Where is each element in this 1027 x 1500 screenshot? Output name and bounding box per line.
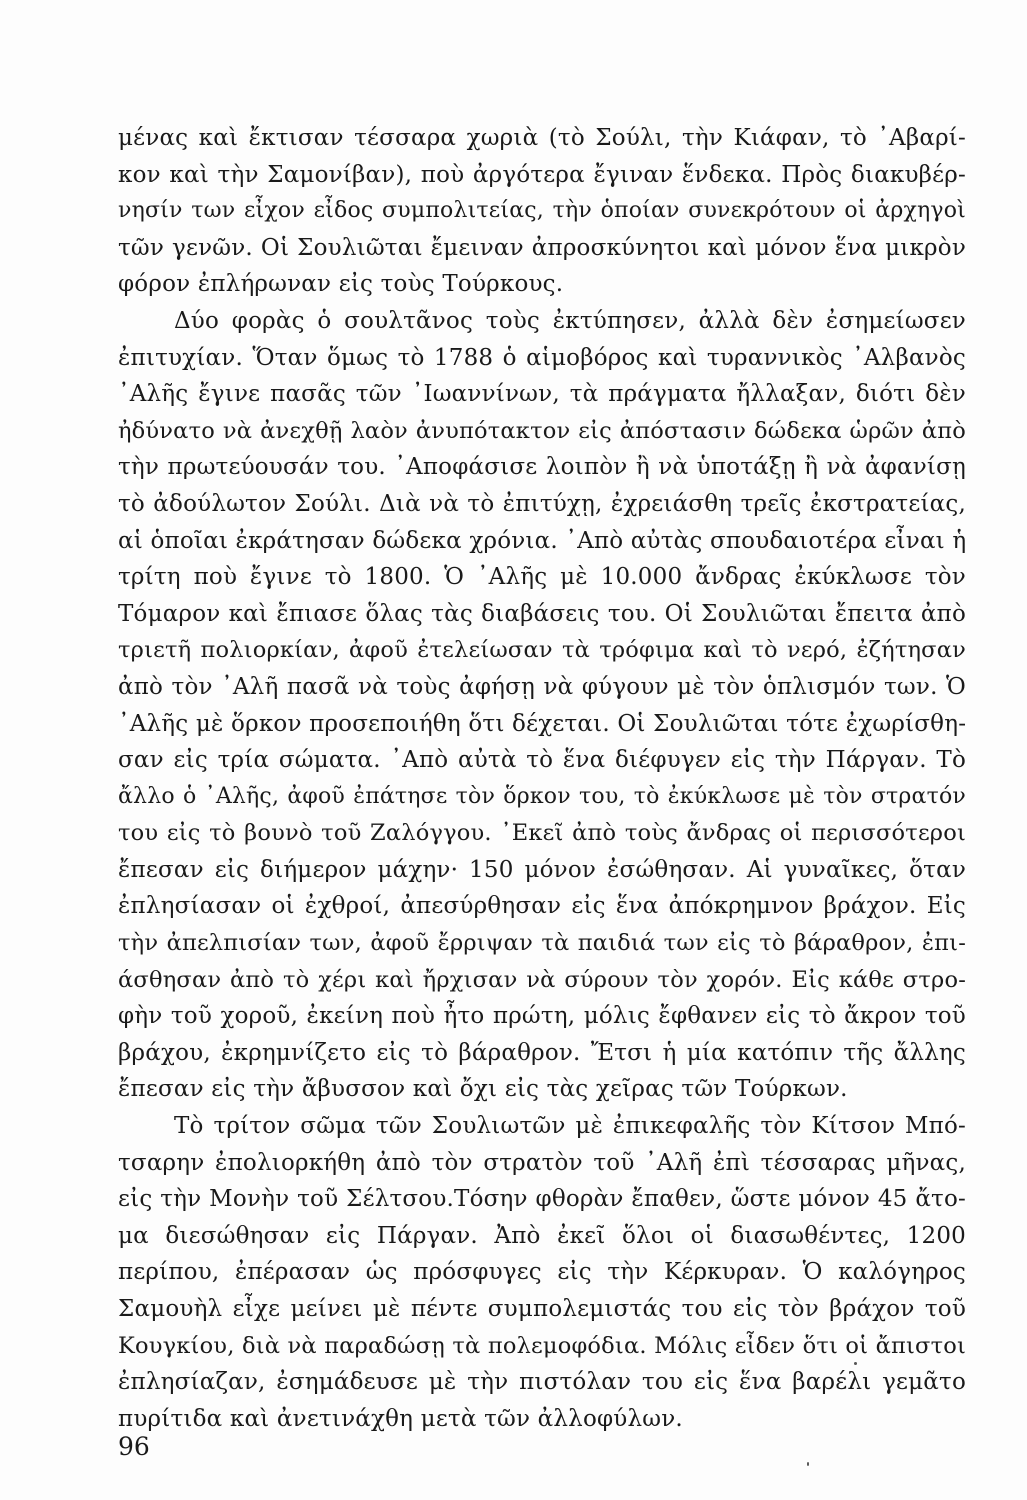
print-speck bbox=[807, 1462, 809, 1466]
text-line: του εἰς τὸ βουνὸ τοῦ Ζαλόγγου. ᾿Εκεῖ ἀπὸ τοὺς ἄνδρας οἱ περισσότεροι bbox=[118, 820, 966, 847]
text-line: Τόμαρον καὶ ἔπιασε ὅλας τὰς διαβάσεις του. Οἱ Σουλιῶται ἔπειτα ἀπὸ bbox=[118, 600, 966, 627]
text-line: πυρίτιδα καὶ ἀνετινάχθη μετὰ τῶν ἀλλοφύλων. bbox=[118, 1405, 683, 1432]
text-line: μα διεσώθησαν εἰς Πάργαν. Ἀπὸ ἐκεῖ ὅλοι οἱ διασωθέντες, 1200 bbox=[118, 1222, 966, 1249]
text-line: μένας καὶ ἔκτισαν τέσσαρα χωριὰ (τὸ Σούλι, τὴν Κιάφαν, τὸ ᾿Αβαρί- bbox=[118, 125, 966, 151]
print-speck bbox=[854, 1362, 857, 1365]
text-line: ἀπὸ τὸν ᾿Αλῆ πασᾶ νὰ τοὺς ἀφήσῃ νὰ φύγουν μὲ τὸν ὁπλισμόν των. Ὁ bbox=[118, 673, 966, 700]
text-line: αἱ ὁποῖαι ἐκράτησαν δώδεκα χρόνια. ᾿Απὸ αὐτὰς σπουδαιοτέρα εἶναι ἡ bbox=[118, 527, 967, 554]
text-line: νησίν των εἶχον εἶδος συμπολιτείας, τὴν ὁποίαν συνεκρότουν οἱ ἀρχηγοὶ bbox=[118, 198, 966, 224]
text-line: τσαρην ἐπολιορκήθη ἀπὸ τὸν στρατὸν τοῦ ᾿Αλῆ ἐπὶ τέσσαρας μῆνας, bbox=[118, 1149, 966, 1176]
text-line: Κουγκίου, διὰ νὰ παραδώσῃ τὰ πολεμοφόδια. Μόλις εἶδεν ὅτι οἱ ἄπιστοι bbox=[118, 1332, 966, 1359]
text-line: Τὸ τρίτον σῶμα τῶν Σουλιωτῶν μὲ ἐπικεφαλῆς τὸν Κίτσον Μπό- bbox=[174, 1113, 966, 1140]
text-line: ᾿Αλῆς ἔγινε πασᾶς τῶν ᾿Ιωαννίνων, τὰ πράγματα ἤλλαξαν, διότι δὲν bbox=[118, 381, 966, 408]
text-line: τρίτη ποὺ ἔγινε τὸ 1800. Ὁ ᾿Αλῆς μὲ 10.000 ἄνδρας ἐκύκλωσε τὸν bbox=[118, 564, 966, 591]
text-line: τῶν γενῶν. Οἱ Σουλιῶται ἔμειναν ἀπροσκύνητοι καὶ μόνον ἕνα μικρὸν bbox=[118, 234, 966, 261]
text-line: φόρον ἐπλήρωναν εἰς τοὺς Τούρκους. bbox=[118, 271, 564, 298]
text-line: ἐπλησίαζαν, ἐσημάδευσε μὲ τὴν πιστόλαν του εἰς ἕνα βαρέλι γεμᾶτο bbox=[118, 1369, 966, 1396]
text-line: περίπου, ἐπέρασαν ὡς πρόσφυγες εἰς τὴν Κέρκυραν. Ὁ καλόγηρος bbox=[118, 1259, 966, 1286]
text-line: φὴν τοῦ χοροῦ, ἐκείνη ποὺ ἦτο πρώτη, μόλις ἔφθανεν εἰς τὸ ἄκρον τοῦ bbox=[118, 1003, 966, 1030]
text-line: ᾿Αλῆς μὲ ὅρκον προσεποιήθη ὅτι δέχεται. Οἱ Σουλιῶται τότε ἐχωρίσθη- bbox=[118, 710, 967, 737]
text-line: κον καὶ τὴν Σαμονίβαν), ποὺ ἀργότερα ἔγιναν ἕνδεκα. Πρὸς διακυβέρ- bbox=[118, 161, 966, 188]
text-line: τριετῆ πολιορκίαν, ἀφοῦ ἐτελείωσαν τὰ τρόφιμα καὶ τὸ νερό, ἐζήτησαν bbox=[118, 637, 966, 664]
text-line: ἔπεσαν εἰς διήμερον μάχην· 150 μόνον ἐσώθησαν. Αἱ γυναῖκες, ὅταν bbox=[118, 856, 966, 883]
text-line: ἐπλησίασαν οἱ ἐχθροί, ἀπεσύρθησαν εἰς ἕνα ἀπόκρημνον βράχον. Εἰς bbox=[118, 893, 966, 920]
text-line: τὸ ἀδούλωτον Σούλι. Διὰ νὰ τὸ ἐπιτύχῃ, ἐχρειάσθη τρεῖς ἐκστρατείας, bbox=[118, 490, 966, 517]
text-line: Δύο φορὰς ὁ σουλτᾶνος τοὺς ἐκτύπησεν, ἀλλὰ δὲν ἐσημείωσεν bbox=[174, 307, 966, 334]
text-line: ἠδύνατο νὰ ἀνεχθῇ λαὸν ἀνυπότακτον εἰς ἀπόστασιν δώδεκα ὡρῶν ἀπὸ bbox=[118, 417, 966, 444]
text-line: ἔπεσαν εἰς τὴν ἄβυσσον καὶ ὄχι εἰς τὰς χεῖρας τῶν Τούρκων. bbox=[118, 1076, 848, 1103]
text-line: Σαμουὴλ εἶχε μείνει μὲ πέντε συμπολεμιστάς του εἰς τὸν βράχον τοῦ bbox=[118, 1296, 966, 1322]
text-line: ἐπιτυχίαν. Ὅταν ὅμως τὸ 1788 ὁ αἱμοβόρος καὶ τυραννικὸς ᾿Αλβανὸς bbox=[118, 344, 966, 371]
text-line: βράχου, ἐκρημνίζετο εἰς τὸ βάραθρον. Ἔτσι ἡ μία κατόπιν τῆς ἄλλης bbox=[118, 1039, 966, 1066]
body-text bbox=[118, 120, 966, 1437]
text-line: άσθησαν ἀπὸ τὸ χέρι καὶ ἤρχισαν νὰ σύρουν τὸν χορόν. Εἰς κάθε στρο- bbox=[118, 966, 966, 993]
text-line: τὴν πρωτεύουσάν του. ᾿Αποφάσισε λοιπὸν ἢ νὰ ὑποτάξῃ ἢ νὰ ἀφανίσῃ bbox=[118, 454, 966, 481]
page-number: 96 bbox=[118, 1432, 150, 1461]
text-line: ἄλλο ὁ ᾿Αλῆς, ἀφοῦ ἐπάτησε τὸν ὅρκον του, τὸ ἐκύκλωσε μὲ τὸν στρατόν bbox=[118, 783, 966, 809]
text-line: τὴν ἀπελπισίαν των, ἀφοῦ ἔρριψαν τὰ παιδιά των εἰς τὸ βάραθρον, ἐπι- bbox=[118, 930, 966, 957]
text-line: εἰς τὴν Μονὴν τοῦ Σέλτσου.Τόσην φθορὰν ἔπαθεν, ὥστε μόνον 45 ἄτο- bbox=[118, 1186, 966, 1213]
text-line: σαν εἰς τρία σώματα. ᾿Απὸ αὐτὰ τὸ ἕνα διέφυγεν εἰς τὴν Πάργαν. Τὸ bbox=[118, 747, 966, 774]
